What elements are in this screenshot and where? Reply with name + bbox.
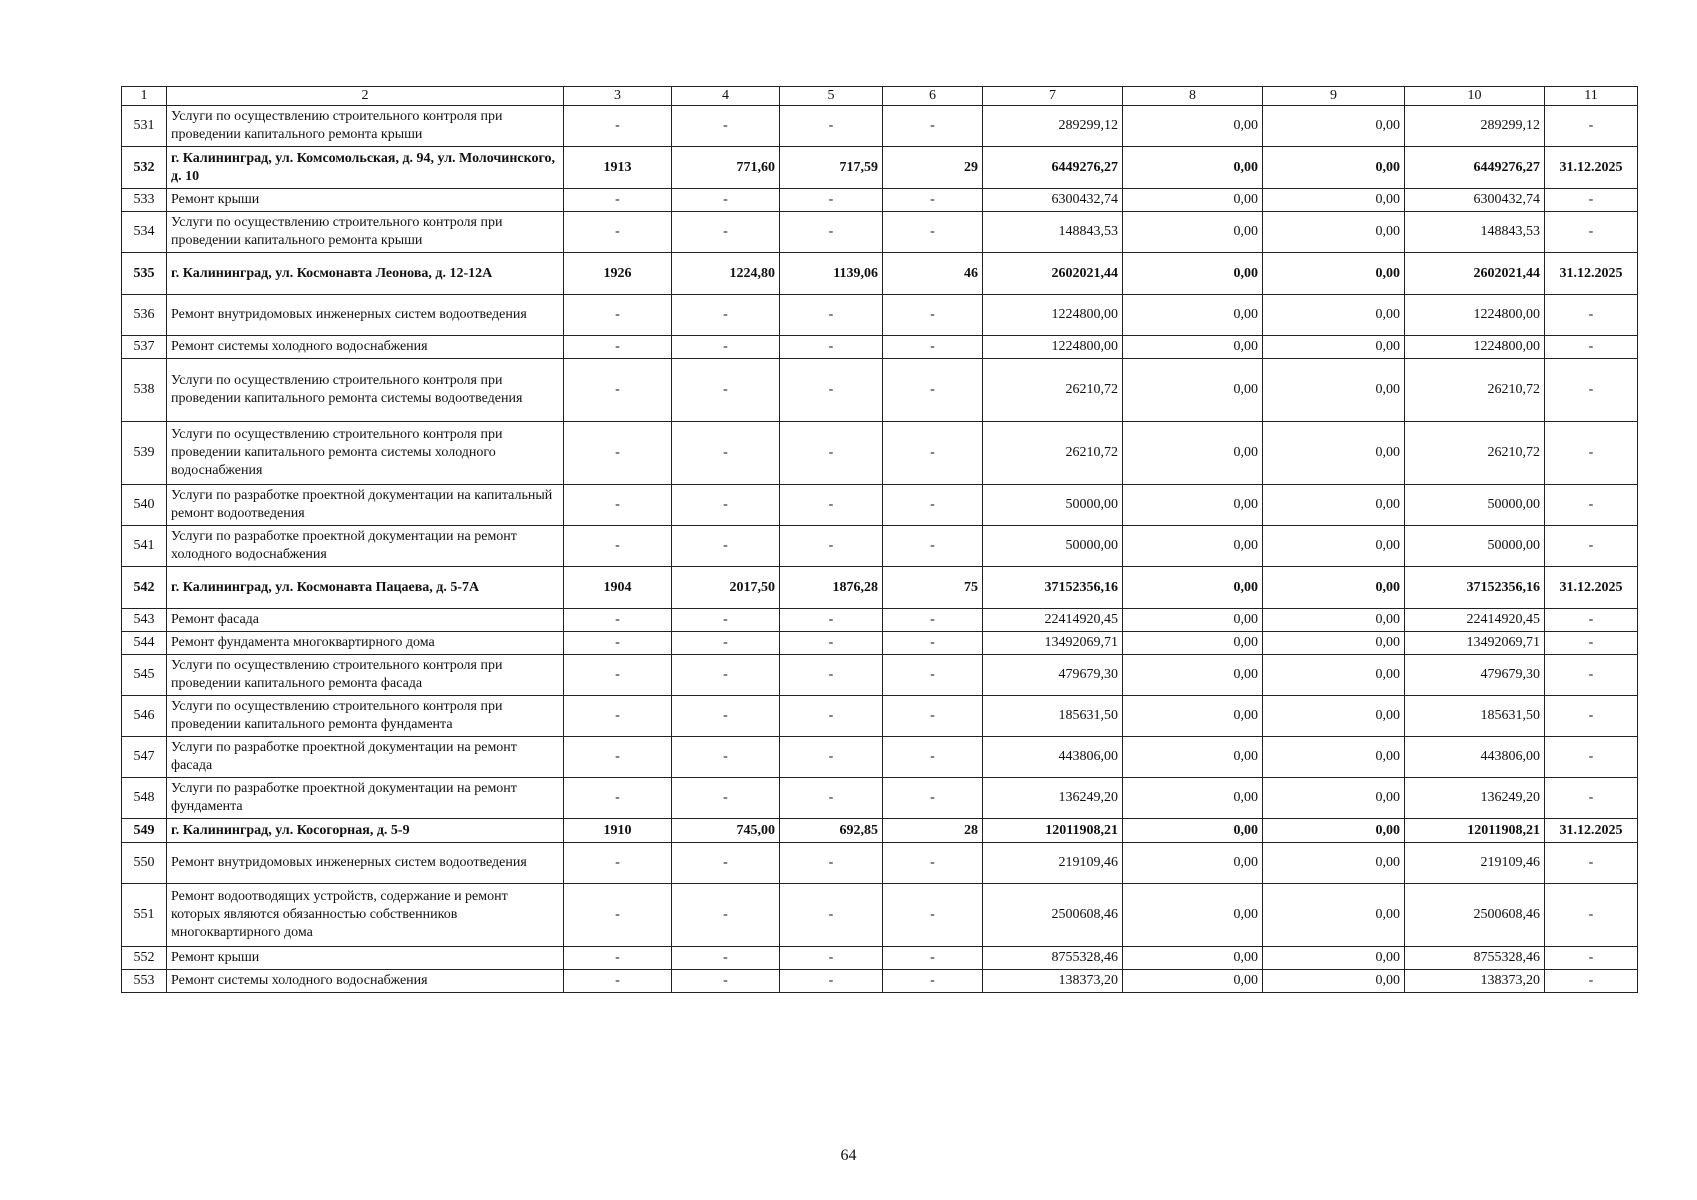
cost-col8-cell: 0,00	[1123, 737, 1263, 778]
row-number: 539	[122, 422, 167, 485]
living-area-cell: -	[780, 106, 883, 147]
deadline-cell: -	[1545, 778, 1638, 819]
cost-col10-cell: 1224800,00	[1405, 295, 1545, 336]
cost-col10-cell: 1224800,00	[1405, 336, 1545, 359]
cost-col10-cell: 6300432,74	[1405, 189, 1545, 212]
cost-col9-cell: 0,00	[1263, 212, 1405, 253]
total-area-cell: -	[672, 609, 780, 632]
deadline-cell: -	[1545, 212, 1638, 253]
living-area-cell: -	[780, 778, 883, 819]
cost-col10-cell: 136249,20	[1405, 778, 1545, 819]
residents-cell: -	[883, 485, 983, 526]
total-cost-cell: 1224800,00	[983, 336, 1123, 359]
cost-col10-cell: 8755328,46	[1405, 947, 1545, 970]
work-row	[122, 485, 1638, 526]
total-area-cell: -	[672, 295, 780, 336]
work-description: Услуги по осуществлению строительного контроля при проведении капитального ремонта системы водоотведения	[167, 359, 564, 422]
residents-cell: -	[883, 336, 983, 359]
work-description: г. Калининград, ул. Комсомольская, д. 94, ул. Молочинского, д. 10	[167, 147, 564, 189]
residents-cell: -	[883, 295, 983, 336]
cost-col9-cell: 0,00	[1263, 737, 1405, 778]
row-number: 532	[122, 147, 167, 189]
cost-col10-cell: 13492069,71	[1405, 632, 1545, 655]
work-row	[122, 295, 1638, 336]
page-number: 64	[840, 1147, 857, 1164]
work-description: Услуги по осуществлению строительного контроля при проведении капитального ремонта крыши	[167, 106, 564, 147]
total-area-cell: -	[672, 632, 780, 655]
total-area-cell: -	[672, 189, 780, 212]
residents-cell: -	[883, 106, 983, 147]
cost-col8-cell: 0,00	[1123, 147, 1263, 189]
deadline-cell: -	[1545, 485, 1638, 526]
cost-col9-cell: 0,00	[1263, 609, 1405, 632]
residents-cell: -	[883, 632, 983, 655]
cost-col10-cell: 22414920,45	[1405, 609, 1545, 632]
total-cost-cell: 26210,72	[983, 359, 1123, 422]
work-row	[122, 106, 1638, 147]
work-row	[122, 843, 1638, 884]
cost-col10-cell: 2602021,44	[1405, 253, 1545, 295]
year-cell: -	[564, 526, 672, 567]
living-area-cell: -	[780, 485, 883, 526]
work-row	[122, 609, 1638, 632]
column-number-7: 7	[983, 87, 1123, 106]
cost-col9-cell: 0,00	[1263, 632, 1405, 655]
cost-col9-cell: 0,00	[1263, 819, 1405, 843]
year-cell: 1910	[564, 819, 672, 843]
year-cell: -	[564, 295, 672, 336]
deadline-cell: -	[1545, 189, 1638, 212]
cost-col10-cell: 289299,12	[1405, 106, 1545, 147]
deadline-cell: -	[1545, 526, 1638, 567]
cost-col8-cell: 0,00	[1123, 947, 1263, 970]
work-row	[122, 336, 1638, 359]
row-number: 534	[122, 212, 167, 253]
cost-col9-cell: 0,00	[1263, 336, 1405, 359]
year-cell: -	[564, 485, 672, 526]
cost-col9-cell: 0,00	[1263, 106, 1405, 147]
total-cost-cell: 6300432,74	[983, 189, 1123, 212]
total-cost-cell: 148843,53	[983, 212, 1123, 253]
row-number: 547	[122, 737, 167, 778]
living-area-cell: -	[780, 295, 883, 336]
year-cell: -	[564, 737, 672, 778]
cost-col10-cell: 26210,72	[1405, 422, 1545, 485]
work-description: г. Калининград, ул. Космонавта Леонова, д. 12-12А	[167, 253, 564, 295]
year-cell: -	[564, 212, 672, 253]
row-number: 543	[122, 609, 167, 632]
work-row	[122, 778, 1638, 819]
living-area-cell: -	[780, 609, 883, 632]
living-area-cell: -	[780, 843, 883, 884]
living-area-cell: -	[780, 422, 883, 485]
cost-col9-cell: 0,00	[1263, 884, 1405, 947]
living-area-cell: -	[780, 212, 883, 253]
cost-col10-cell: 12011908,21	[1405, 819, 1545, 843]
total-cost-cell: 22414920,45	[983, 609, 1123, 632]
deadline-cell: -	[1545, 884, 1638, 947]
work-row	[122, 884, 1638, 947]
cost-col10-cell: 6449276,27	[1405, 147, 1545, 189]
row-number: 536	[122, 295, 167, 336]
deadline-cell: -	[1545, 843, 1638, 884]
year-cell: -	[564, 336, 672, 359]
total-cost-cell: 443806,00	[983, 737, 1123, 778]
cost-col9-cell: 0,00	[1263, 485, 1405, 526]
cost-col8-cell: 0,00	[1123, 696, 1263, 737]
work-description: Услуги по осуществлению строительного контроля при проведении капитального ремонта фундамента	[167, 696, 564, 737]
cost-col8-cell: 0,00	[1123, 253, 1263, 295]
column-number-2: 2	[167, 87, 564, 106]
cost-col10-cell: 26210,72	[1405, 359, 1545, 422]
total-area-cell: -	[672, 106, 780, 147]
address-row	[122, 567, 1638, 609]
total-cost-cell: 185631,50	[983, 696, 1123, 737]
cost-col8-cell: 0,00	[1123, 359, 1263, 422]
total-cost-cell: 12011908,21	[983, 819, 1123, 843]
cost-col8-cell: 0,00	[1123, 106, 1263, 147]
cost-col9-cell: 0,00	[1263, 295, 1405, 336]
cost-col9-cell: 0,00	[1263, 253, 1405, 295]
living-area-cell: 1876,28	[780, 567, 883, 609]
cost-col10-cell: 443806,00	[1405, 737, 1545, 778]
residents-cell: -	[883, 947, 983, 970]
address-row	[122, 819, 1638, 843]
deadline-cell: -	[1545, 609, 1638, 632]
work-row	[122, 970, 1638, 993]
column-number-row	[122, 87, 1638, 106]
work-description: Ремонт внутридомовых инженерных систем водоотведения	[167, 843, 564, 884]
work-row	[122, 359, 1638, 422]
residents-cell: -	[883, 609, 983, 632]
deadline-cell: -	[1545, 655, 1638, 696]
row-number: 545	[122, 655, 167, 696]
row-number: 548	[122, 778, 167, 819]
work-description: Ремонт крыши	[167, 189, 564, 212]
residents-cell: -	[883, 884, 983, 947]
cost-col8-cell: 0,00	[1123, 526, 1263, 567]
deadline-cell: 31.12.2025	[1545, 819, 1638, 843]
living-area-cell: -	[780, 947, 883, 970]
work-row	[122, 526, 1638, 567]
living-area-cell: 692,85	[780, 819, 883, 843]
residents-cell: -	[883, 422, 983, 485]
year-cell: -	[564, 696, 672, 737]
deadline-cell: -	[1545, 632, 1638, 655]
work-description: Услуги по разработке проектной документации на капитальный ремонт водоотведения	[167, 485, 564, 526]
address-row	[122, 253, 1638, 295]
living-area-cell: -	[780, 696, 883, 737]
year-cell: 1904	[564, 567, 672, 609]
work-description: Услуги по осуществлению строительного контроля при проведении капитального ремонта крыши	[167, 212, 564, 253]
cost-col10-cell: 219109,46	[1405, 843, 1545, 884]
total-cost-cell: 13492069,71	[983, 632, 1123, 655]
row-number: 549	[122, 819, 167, 843]
residents-cell: 46	[883, 253, 983, 295]
cost-col8-cell: 0,00	[1123, 778, 1263, 819]
total-area-cell: -	[672, 970, 780, 993]
year-cell: -	[564, 947, 672, 970]
cost-col9-cell: 0,00	[1263, 359, 1405, 422]
cost-col10-cell: 50000,00	[1405, 526, 1545, 567]
year-cell: 1926	[564, 253, 672, 295]
year-cell: -	[564, 778, 672, 819]
deadline-cell: 31.12.2025	[1545, 253, 1638, 295]
work-description: Ремонт водоотводящих устройств, содержание и ремонт которых являются обязанностью собственников многоквартирного дома	[167, 884, 564, 947]
total-area-cell: 745,00	[672, 819, 780, 843]
total-area-cell: -	[672, 422, 780, 485]
work-description: Ремонт системы холодного водоснабжения	[167, 970, 564, 993]
cost-col10-cell: 2500608,46	[1405, 884, 1545, 947]
deadline-cell: 31.12.2025	[1545, 147, 1638, 189]
total-area-cell: -	[672, 884, 780, 947]
row-number: 535	[122, 253, 167, 295]
year-cell: -	[564, 884, 672, 947]
total-cost-cell: 26210,72	[983, 422, 1123, 485]
row-number: 542	[122, 567, 167, 609]
deadline-cell: -	[1545, 970, 1638, 993]
cost-col9-cell: 0,00	[1263, 567, 1405, 609]
row-number: 540	[122, 485, 167, 526]
residents-cell: -	[883, 526, 983, 567]
work-description: Ремонт внутридомовых инженерных систем водоотведения	[167, 295, 564, 336]
cost-col8-cell: 0,00	[1123, 609, 1263, 632]
column-number-4: 4	[672, 87, 780, 106]
year-cell: -	[564, 106, 672, 147]
cost-col8-cell: 0,00	[1123, 485, 1263, 526]
year-cell: -	[564, 609, 672, 632]
living-area-cell: 717,59	[780, 147, 883, 189]
row-number: 551	[122, 884, 167, 947]
total-area-cell: -	[672, 336, 780, 359]
cost-col9-cell: 0,00	[1263, 696, 1405, 737]
living-area-cell: -	[780, 336, 883, 359]
year-cell: -	[564, 422, 672, 485]
living-area-cell: -	[780, 737, 883, 778]
cost-col10-cell: 185631,50	[1405, 696, 1545, 737]
residents-cell: -	[883, 843, 983, 884]
total-area-cell: -	[672, 655, 780, 696]
column-number-10: 10	[1405, 87, 1545, 106]
work-description: Ремонт фасада	[167, 609, 564, 632]
work-description: Услуги по осуществлению строительного контроля при проведении капитального ремонта фасада	[167, 655, 564, 696]
column-number-11: 11	[1545, 87, 1638, 106]
address-row	[122, 147, 1638, 189]
work-description: г. Калининград, ул. Космонавта Пацаева, д. 5-7А	[167, 567, 564, 609]
deadline-cell: 31.12.2025	[1545, 567, 1638, 609]
deadline-cell: -	[1545, 106, 1638, 147]
total-area-cell: -	[672, 485, 780, 526]
work-row	[122, 212, 1638, 253]
residents-cell: -	[883, 737, 983, 778]
year-cell: -	[564, 632, 672, 655]
total-area-cell: -	[672, 526, 780, 567]
row-number: 546	[122, 696, 167, 737]
residents-cell: 28	[883, 819, 983, 843]
total-cost-cell: 50000,00	[983, 526, 1123, 567]
total-cost-cell: 479679,30	[983, 655, 1123, 696]
residents-cell: -	[883, 696, 983, 737]
cost-col8-cell: 0,00	[1123, 295, 1263, 336]
total-area-cell: 771,60	[672, 147, 780, 189]
year-cell: -	[564, 655, 672, 696]
cost-col8-cell: 0,00	[1123, 212, 1263, 253]
total-cost-cell: 1224800,00	[983, 295, 1123, 336]
cost-col8-cell: 0,00	[1123, 567, 1263, 609]
row-number: 533	[122, 189, 167, 212]
total-area-cell: -	[672, 212, 780, 253]
row-number: 550	[122, 843, 167, 884]
total-area-cell: -	[672, 696, 780, 737]
cost-col9-cell: 0,00	[1263, 147, 1405, 189]
residents-cell: -	[883, 189, 983, 212]
living-area-cell: -	[780, 189, 883, 212]
total-cost-cell: 2602021,44	[983, 253, 1123, 295]
cost-col10-cell: 148843,53	[1405, 212, 1545, 253]
cost-col8-cell: 0,00	[1123, 189, 1263, 212]
work-description: Услуги по разработке проектной документации на ремонт фасада	[167, 737, 564, 778]
work-row	[122, 947, 1638, 970]
total-cost-cell: 138373,20	[983, 970, 1123, 993]
living-area-cell: -	[780, 655, 883, 696]
cost-col8-cell: 0,00	[1123, 819, 1263, 843]
year-cell: -	[564, 843, 672, 884]
total-area-cell: -	[672, 843, 780, 884]
deadline-cell: -	[1545, 696, 1638, 737]
total-cost-cell: 50000,00	[983, 485, 1123, 526]
row-number: 537	[122, 336, 167, 359]
residents-cell: -	[883, 655, 983, 696]
living-area-cell: -	[780, 970, 883, 993]
cost-col8-cell: 0,00	[1123, 843, 1263, 884]
residents-cell: -	[883, 212, 983, 253]
row-number: 541	[122, 526, 167, 567]
residents-cell: -	[883, 970, 983, 993]
total-cost-cell: 136249,20	[983, 778, 1123, 819]
work-description: Ремонт фундамента многоквартирного дома	[167, 632, 564, 655]
total-area-cell: -	[672, 359, 780, 422]
column-number-3: 3	[564, 87, 672, 106]
cost-col9-cell: 0,00	[1263, 526, 1405, 567]
cost-col8-cell: 0,00	[1123, 632, 1263, 655]
row-number: 553	[122, 970, 167, 993]
deadline-cell: -	[1545, 947, 1638, 970]
work-description: Услуги по разработке проектной документации на ремонт холодного водоснабжения	[167, 526, 564, 567]
living-area-cell: -	[780, 632, 883, 655]
work-description: Услуги по разработке проектной документации на ремонт фундамента	[167, 778, 564, 819]
living-area-cell: -	[780, 884, 883, 947]
row-number: 531	[122, 106, 167, 147]
column-number-1: 1	[122, 87, 167, 106]
total-area-cell: -	[672, 947, 780, 970]
total-cost-cell: 219109,46	[983, 843, 1123, 884]
cost-col9-cell: 0,00	[1263, 778, 1405, 819]
living-area-cell: -	[780, 526, 883, 567]
cost-col8-cell: 0,00	[1123, 422, 1263, 485]
cost-col9-cell: 0,00	[1263, 422, 1405, 485]
cost-col8-cell: 0,00	[1123, 884, 1263, 947]
residents-cell: -	[883, 778, 983, 819]
cost-col9-cell: 0,00	[1263, 189, 1405, 212]
work-row	[122, 189, 1638, 212]
cost-col8-cell: 0,00	[1123, 336, 1263, 359]
cost-col9-cell: 0,00	[1263, 970, 1405, 993]
living-area-cell: -	[780, 359, 883, 422]
year-cell: -	[564, 189, 672, 212]
row-number: 552	[122, 947, 167, 970]
table-body	[122, 87, 1638, 993]
work-description: Ремонт системы холодного водоснабжения	[167, 336, 564, 359]
total-area-cell: -	[672, 737, 780, 778]
cost-col8-cell: 0,00	[1123, 970, 1263, 993]
cost-col9-cell: 0,00	[1263, 655, 1405, 696]
cost-col10-cell: 50000,00	[1405, 485, 1545, 526]
residents-cell: 75	[883, 567, 983, 609]
residents-cell: 29	[883, 147, 983, 189]
column-number-6: 6	[883, 87, 983, 106]
total-cost-cell: 37152356,16	[983, 567, 1123, 609]
work-description: г. Калининград, ул. Косогорная, д. 5-9	[167, 819, 564, 843]
row-number: 538	[122, 359, 167, 422]
work-row	[122, 737, 1638, 778]
total-cost-cell: 2500608,46	[983, 884, 1123, 947]
repair-schedule-table	[121, 86, 1638, 993]
year-cell: 1913	[564, 147, 672, 189]
total-cost-cell: 6449276,27	[983, 147, 1123, 189]
cost-col8-cell: 0,00	[1123, 655, 1263, 696]
cost-col10-cell: 138373,20	[1405, 970, 1545, 993]
living-area-cell: 1139,06	[780, 253, 883, 295]
work-row	[122, 655, 1638, 696]
work-description: Услуги по осуществлению строительного контроля при проведении капитального ремонта системы холодного водоснабжения	[167, 422, 564, 485]
column-number-5: 5	[780, 87, 883, 106]
cost-col9-cell: 0,00	[1263, 843, 1405, 884]
deadline-cell: -	[1545, 359, 1638, 422]
deadline-cell: -	[1545, 422, 1638, 485]
work-description: Ремонт крыши	[167, 947, 564, 970]
total-cost-cell: 8755328,46	[983, 947, 1123, 970]
column-number-8: 8	[1123, 87, 1263, 106]
year-cell: -	[564, 359, 672, 422]
column-number-9: 9	[1263, 87, 1405, 106]
total-area-cell: -	[672, 778, 780, 819]
deadline-cell: -	[1545, 295, 1638, 336]
total-cost-cell: 289299,12	[983, 106, 1123, 147]
cost-col10-cell: 37152356,16	[1405, 567, 1545, 609]
total-area-cell: 1224,80	[672, 253, 780, 295]
total-area-cell: 2017,50	[672, 567, 780, 609]
row-number: 544	[122, 632, 167, 655]
work-row	[122, 422, 1638, 485]
deadline-cell: -	[1545, 737, 1638, 778]
residents-cell: -	[883, 359, 983, 422]
work-row	[122, 632, 1638, 655]
deadline-cell: -	[1545, 336, 1638, 359]
cost-col10-cell: 479679,30	[1405, 655, 1545, 696]
year-cell: -	[564, 970, 672, 993]
work-row	[122, 696, 1638, 737]
cost-col9-cell: 0,00	[1263, 947, 1405, 970]
